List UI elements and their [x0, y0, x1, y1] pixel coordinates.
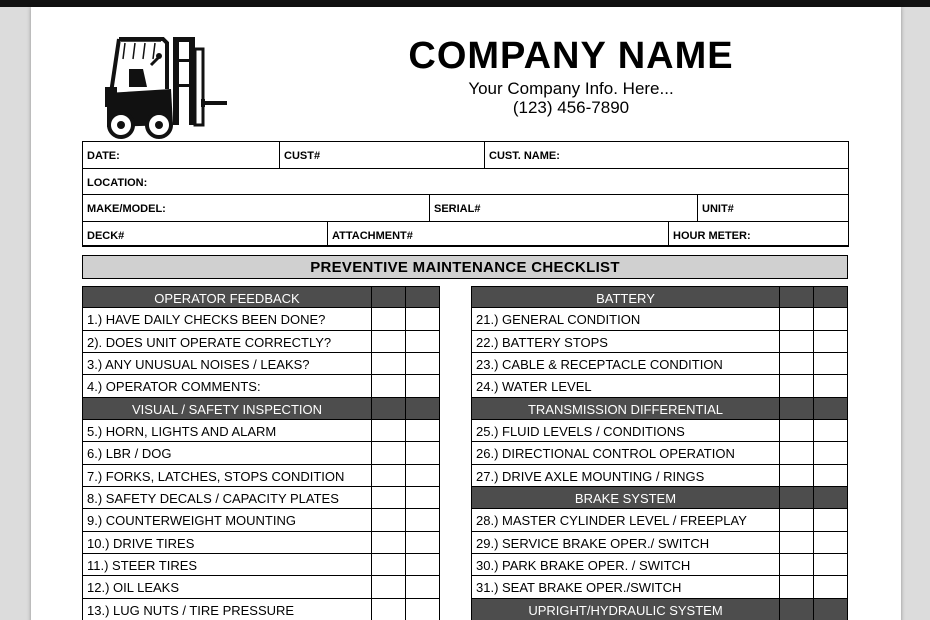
check-box[interactable] [372, 576, 406, 598]
check-box[interactable] [814, 442, 848, 464]
company-phone: (123) 456-7890 [512, 98, 630, 117]
check-box[interactable] [406, 353, 440, 375]
location-field[interactable]: LOCATION: [83, 168, 849, 195]
deck-field[interactable]: DECK# [83, 221, 328, 247]
header-cell [814, 398, 848, 420]
header-cell [780, 398, 814, 420]
info-row [82, 194, 849, 221]
checklist-row [82, 554, 440, 576]
check-box[interactable] [372, 554, 406, 576]
cust-number-field[interactable]: CUST# [280, 141, 485, 168]
header-cell [372, 398, 406, 420]
check-box[interactable] [814, 532, 848, 554]
section-header-label: UPRIGHT/HYDRAULIC SYSTEM [472, 599, 780, 620]
checklist-row [82, 442, 440, 464]
check-box[interactable] [814, 375, 848, 397]
section-header-label: BRAKE SYSTEM [472, 487, 780, 509]
checklist-row [82, 509, 440, 531]
unit-field[interactable]: UNIT# [698, 194, 849, 221]
header-cell [372, 287, 406, 308]
check-box[interactable] [780, 576, 814, 598]
checklist-right-column [471, 286, 848, 620]
checklist-row [82, 353, 440, 375]
checklist-item-label: 27.) DRIVE AXLE MOUNTING / RINGS [472, 465, 780, 487]
checklist-title: PREVENTIVE MAINTENANCE CHECKLIST [82, 255, 848, 279]
check-box[interactable] [780, 532, 814, 554]
checklist-item-label: 21.) GENERAL CONDITION [472, 308, 780, 330]
check-box[interactable] [406, 599, 440, 620]
section-header [471, 398, 848, 420]
company-info: Your Company Info. Here... [468, 79, 674, 98]
header-cell [780, 287, 814, 308]
checklist-left-column [82, 286, 440, 620]
checklist-item-label: 13.) LUG NUTS / TIRE PRESSURE [83, 599, 372, 620]
check-box[interactable] [814, 554, 848, 576]
section-header-label: VISUAL / SAFETY INSPECTION [83, 398, 372, 420]
date-field[interactable]: DATE: [83, 141, 280, 168]
checklist-item-label: 26.) DIRECTIONAL CONTROL OPERATION [472, 442, 780, 464]
check-box[interactable] [780, 375, 814, 397]
make-model-field[interactable]: MAKE/MODEL: [83, 194, 430, 221]
section-header [82, 398, 440, 420]
check-box[interactable] [780, 554, 814, 576]
checklist-item-label: 11.) STEER TIRES [83, 554, 372, 576]
check-box[interactable] [406, 420, 440, 442]
checklist-row [82, 532, 440, 554]
checklist-row [471, 532, 848, 554]
check-box[interactable] [372, 442, 406, 464]
check-box[interactable] [780, 353, 814, 375]
check-box[interactable] [780, 442, 814, 464]
check-box[interactable] [406, 308, 440, 330]
header-cell [814, 599, 848, 620]
section-header [82, 286, 440, 308]
checklist-item-label: 31.) SEAT BRAKE OPER./SWITCH [472, 576, 780, 598]
check-box[interactable] [372, 331, 406, 353]
check-box[interactable] [406, 576, 440, 598]
checklist-row [82, 599, 440, 620]
check-box[interactable] [814, 308, 848, 330]
checklist-item-label: 5.) HORN, LIGHTS AND ALARM [83, 420, 372, 442]
serial-field[interactable]: SERIAL# [430, 194, 698, 221]
check-box[interactable] [780, 465, 814, 487]
header-cell [780, 599, 814, 620]
checklist-item-label: 9.) COUNTERWEIGHT MOUNTING [83, 509, 372, 531]
check-box[interactable] [372, 465, 406, 487]
checklist-row [471, 308, 848, 330]
header-cell [814, 287, 848, 308]
check-box[interactable] [372, 532, 406, 554]
check-box[interactable] [780, 308, 814, 330]
checklist-row [471, 420, 848, 442]
check-box[interactable] [814, 465, 848, 487]
checklist-row [82, 308, 440, 330]
company-name: COMPANY NAME [408, 35, 734, 77]
checklist-row [471, 509, 848, 531]
check-box[interactable] [406, 465, 440, 487]
section-header [471, 286, 848, 308]
window-top-bar [0, 0, 930, 7]
info-row [82, 141, 849, 168]
info-row [82, 168, 849, 195]
section-header [471, 487, 848, 509]
form-sheet [31, 7, 901, 620]
cust-name-field[interactable]: CUST. NAME: [485, 141, 849, 168]
check-box[interactable] [406, 375, 440, 397]
checklist-item-label: 22.) BATTERY STOPS [472, 331, 780, 353]
check-box[interactable] [372, 599, 406, 620]
check-box[interactable] [372, 353, 406, 375]
check-box[interactable] [814, 576, 848, 598]
checklist-row [82, 375, 440, 397]
checklist-item-label: 29.) SERVICE BRAKE OPER./ SWITCH [472, 532, 780, 554]
checklist-item-label: 6.) LBR / DOG [83, 442, 372, 464]
checklist-row [82, 465, 440, 487]
check-box[interactable] [780, 420, 814, 442]
checklist-row [471, 554, 848, 576]
checklist-item-label: 3.) ANY UNUSUAL NOISES / LEAKS? [83, 353, 372, 375]
checklist-item-label: 10.) DRIVE TIRES [83, 532, 372, 554]
checklist-item-label: 30.) PARK BRAKE OPER. / SWITCH [472, 554, 780, 576]
check-box[interactable] [814, 509, 848, 531]
check-box[interactable] [372, 375, 406, 397]
section-header-label: OPERATOR FEEDBACK [83, 287, 372, 308]
section-header [471, 599, 848, 620]
checklist-row [82, 420, 440, 442]
check-box[interactable] [406, 331, 440, 353]
check-box[interactable] [406, 487, 440, 509]
forklift-icon [101, 29, 231, 139]
checklist-row [471, 375, 848, 397]
check-box[interactable] [814, 353, 848, 375]
check-box[interactable] [814, 331, 848, 353]
check-box[interactable] [372, 509, 406, 531]
section-header-label: BATTERY [472, 287, 780, 308]
check-box[interactable] [406, 554, 440, 576]
customer-info-table [82, 141, 849, 247]
checklist-row [82, 576, 440, 598]
section-header-label: TRANSMISSION DIFFERENTIAL [472, 398, 780, 420]
checklist-row [471, 331, 848, 353]
attachment-field[interactable]: ATTACHMENT# [328, 221, 669, 247]
check-box[interactable] [372, 308, 406, 330]
checklist-item-label: 8.) SAFETY DECALS / CAPACITY PLATES [83, 487, 372, 509]
hour-meter-field[interactable]: HOUR METER: [669, 221, 849, 247]
checklist-row [471, 442, 848, 464]
checklist-item-label: 23.) CABLE & RECEPTACLE CONDITION [472, 353, 780, 375]
check-box[interactable] [814, 420, 848, 442]
checklist-item-label: 28.) MASTER CYLINDER LEVEL / FREEPLAY [472, 509, 780, 531]
checklist-item-label: 25.) FLUID LEVELS / CONDITIONS [472, 420, 780, 442]
check-box[interactable] [406, 532, 440, 554]
checklist-row [471, 353, 848, 375]
check-box[interactable] [780, 331, 814, 353]
checklist-item-label: 4.) OPERATOR COMMENTS: [83, 375, 372, 397]
checklist-item-label: 12.) OIL LEAKS [83, 576, 372, 598]
checklist-row [471, 576, 848, 598]
check-box[interactable] [406, 442, 440, 464]
check-box[interactable] [372, 420, 406, 442]
header-cell [406, 287, 440, 308]
checklist-item-label: 7.) FORKS, LATCHES, STOPS CONDITION [83, 465, 372, 487]
checklist-item-label: 1.) HAVE DAILY CHECKS BEEN DONE? [83, 308, 372, 330]
checklist-item-label: 2). DOES UNIT OPERATE CORRECTLY? [83, 331, 372, 353]
header-cell [814, 487, 848, 509]
header-cell [406, 398, 440, 420]
header-cell [780, 487, 814, 509]
info-row [82, 221, 849, 248]
checklist-row [82, 331, 440, 353]
check-box[interactable] [780, 509, 814, 531]
check-box[interactable] [372, 487, 406, 509]
checklist-item-label: 24.) WATER LEVEL [472, 375, 780, 397]
checklist-row [82, 487, 440, 509]
checklist-row [471, 465, 848, 487]
check-box[interactable] [406, 509, 440, 531]
